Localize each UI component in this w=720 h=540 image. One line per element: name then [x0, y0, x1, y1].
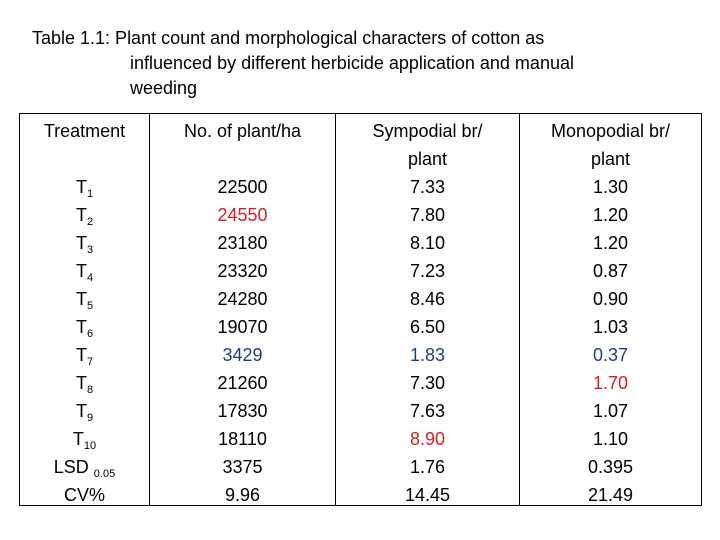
monopodial-cell: 1.03 [592, 317, 629, 337]
sympodial-cell: 7.33 [409, 177, 446, 197]
plant-count-cell: 18110 [218, 429, 267, 449]
table-caption [32, 26, 692, 101]
plant-count-cell: 23180 [217, 233, 268, 253]
monopodial-cell: 0.87 [592, 261, 629, 281]
monopodial-cell: 0.37 [592, 345, 629, 365]
monopodial-cell: 1.20 [592, 205, 629, 225]
sympodial-cell: 7.23 [409, 261, 446, 281]
cv-label-cell: CV% [63, 485, 105, 505]
plant-count-cell: 21260 [217, 373, 268, 393]
sympodial-cell: 7.63 [409, 401, 446, 421]
caption-line-3: weeding [130, 78, 198, 98]
sympodial-cell: 1.76 [409, 457, 446, 477]
plant-count-cell: 17830 [217, 401, 268, 421]
monopodial-cell: 1.07 [592, 401, 629, 421]
sympodial-cell: 1.83 [409, 345, 446, 365]
plant-count-header: No. of plant/ha [183, 121, 302, 141]
treatment-cell: $T_1$ [75, 177, 94, 200]
plant-count-column [150, 117, 335, 509]
treatment-column [20, 117, 149, 509]
caption-line-1: Table 1.1: Plant count and morphological characters of cotton as [32, 28, 545, 48]
plant-count-cell: 9.96 [224, 485, 261, 505]
data-table [19, 113, 702, 506]
monopodial-column [520, 117, 701, 509]
monopodial-cell: 1.10 [592, 429, 629, 449]
sympodial-cell: 6.50 [409, 317, 446, 337]
plant-count-cell: 23320 [217, 261, 268, 281]
sympodial-cell: 7.80 [409, 205, 446, 225]
lsd-label-cell: LSD $_{0.05}$ [53, 457, 116, 480]
monopodial-cell: 0.395 [587, 457, 634, 477]
plant-count-cell: 3375 [222, 457, 263, 477]
treatment-cell: $T_2$ [75, 205, 94, 228]
plant-count-cell: 24550 [217, 205, 268, 225]
plant-count-cell: 24280 [217, 289, 268, 309]
monopodial-cell: 1.20 [592, 233, 629, 253]
monopodial-header-line-2: plant [590, 149, 631, 169]
header-spacer [150, 145, 335, 173]
sympodial-cell: 8.90 [409, 429, 446, 449]
treatment-cell: $T_7$ [75, 345, 94, 368]
sympodial-cell: 7.30 [409, 373, 446, 393]
sympodial-cell: 8.46 [409, 289, 446, 309]
treatment-cell: $T_3$ [75, 233, 94, 256]
treatment-cell: $T_{10}$ [72, 429, 97, 452]
sympodial-cell: 8.10 [409, 233, 446, 253]
treatment-cell: $T_6$ [75, 317, 94, 340]
treatment-cell: $T_5$ [75, 289, 94, 312]
plant-count-cell: 19070 [217, 317, 268, 337]
caption-line-2: influenced by different herbicide application and manual [130, 53, 574, 73]
monopodial-cell: 0.90 [592, 289, 629, 309]
treatment-cell: $T_9$ [75, 401, 94, 424]
sympodial-header-line-1: Sympodial br/ [372, 121, 483, 141]
treatment-header: Treatment [43, 121, 126, 141]
sympodial-column [336, 117, 519, 509]
sympodial-cell: 14.45 [404, 485, 451, 505]
monopodial-cell: 1.30 [592, 177, 629, 197]
plant-count-cell: 3429 [222, 345, 263, 365]
monopodial-cell: 1.70 [592, 373, 629, 393]
treatment-cell: $T_8$ [75, 373, 94, 396]
monopodial-cell: 21.49 [587, 485, 634, 505]
treatment-cell: $T_4$ [75, 261, 94, 284]
monopodial-header-line-1: Monopodial br/ [550, 121, 671, 141]
sympodial-header-line-2: plant [407, 149, 448, 169]
header-spacer [20, 145, 149, 173]
plant-count-cell: 22500 [217, 177, 268, 197]
